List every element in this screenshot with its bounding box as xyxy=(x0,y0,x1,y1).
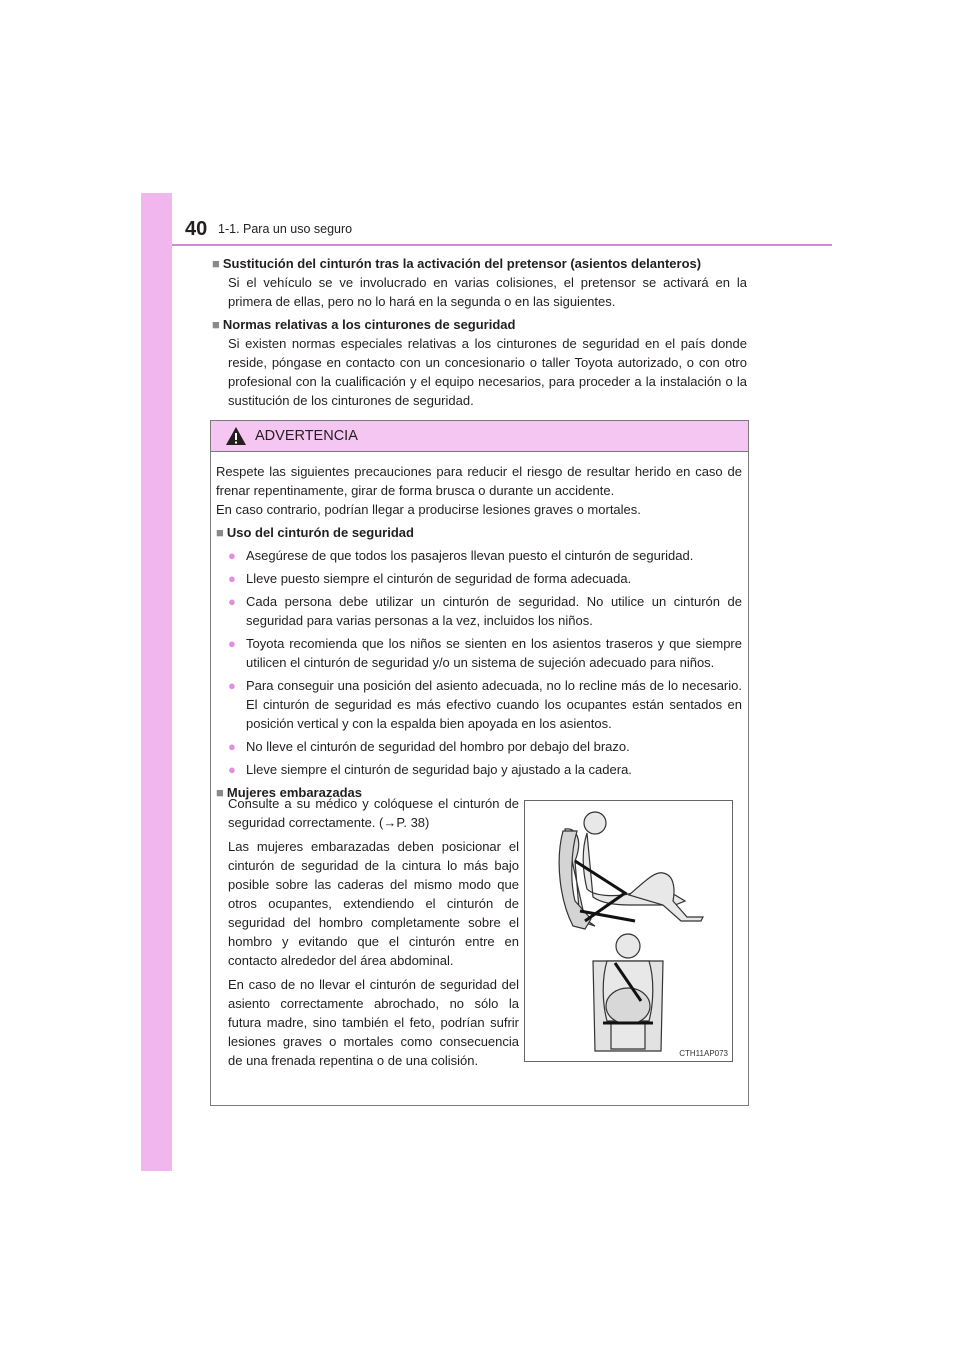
square-bullet-icon: ■ xyxy=(212,317,220,332)
warning-intro-2: En caso contrario, podrían llegar a producirse lesiones graves o mortales. xyxy=(216,502,641,517)
warning-body xyxy=(211,452,748,802)
pregnant-women-text xyxy=(228,794,519,1075)
warning-triangle-icon xyxy=(225,426,247,446)
list-item: ● No lleve el cinturón de seguridad del hombro por debajo del brazo. xyxy=(216,737,742,756)
page-number: 40 xyxy=(185,218,208,240)
circle-bullet-icon: ● xyxy=(228,678,236,693)
circle-bullet-icon: ● xyxy=(228,548,236,563)
paragraph: En caso de no llevar el cinturón de seguridad del asiento correctamente abrochado, no sólo la futura madre, sino también el feto, podrían sufrir lesiones graves o mortales como consecuencia de una frenada repentina o de una colisión. xyxy=(228,977,519,1068)
warning-intro: Respete las siguientes precauciones para reducir el riesgo de resultar herido en caso de frenar repentinamente, girar de forma brusca o durante un accidente. xyxy=(216,464,742,498)
square-bullet-icon: ■ xyxy=(216,785,224,800)
section-title: 1-1. Para un uso seguro xyxy=(218,222,353,236)
list-item: ● Asegúrese de que todos los pasajeros llevan puesto el cinturón de seguridad. xyxy=(216,546,742,565)
seatbelt-figure-drawing xyxy=(525,801,732,1061)
section-paragraph: Si existen normas especiales relativas a los cinturones de seguridad en el país donde reside, póngase en contacto con un concesionario o taller Toyota autorizado, o con otro profesional con la cualificación y el equipo necesarios, para proceder a la instalación o la sustitución de los cinturones de seguridad. xyxy=(228,336,747,408)
pregnant-seatbelt-illustration xyxy=(524,800,733,1062)
list-item: ● Para conseguir una posición del asiento adecuada, no lo recline más de lo necesario. El cinturón de seguridad es más efectivo cuando los ocupantes están sentados en posición vertical y con la espalda bien apoyada en los asientos. xyxy=(216,676,742,733)
section-paragraph: Si el vehículo se ve involucrado en varias colisiones, el pretensor se activará en la primera de ellas, pero no lo hará en la segunda o en las siguientes. xyxy=(228,275,747,309)
circle-bullet-icon: ● xyxy=(228,762,236,777)
paragraph: Las mujeres embarazadas deben posicionar el cinturón de seguridad de la cintura lo más bajo posible sobre las caderas del mismo modo que otros ocupantes, extendiendo el cinturón de seguridad del hombro completamente sobre el hombro y evitando que el cinturón entre en contacto alrededor del área abdominal. xyxy=(228,839,519,968)
circle-bullet-icon: ● xyxy=(228,594,236,609)
section-heading: ■ Sustitución del cinturón tras la activación del pretensor (asientos delanteros) xyxy=(212,256,702,271)
list-item: ● Cada persona debe utilizar un cinturón de seguridad. No utilice un cinturón de seguridad para varias personas a la vez, incluidos los niños. xyxy=(216,592,742,630)
warning-subheading: ■ Mujeres embarazadas xyxy=(216,785,362,800)
square-bullet-icon: ■ xyxy=(212,256,220,271)
warning-subheading: ■ Uso del cinturón de seguridad xyxy=(216,525,414,540)
circle-bullet-icon: ● xyxy=(228,739,236,754)
list-item: ● Lleve siempre el cinturón de seguridad bajo y ajustado a la cadera. xyxy=(216,760,742,779)
warning-header xyxy=(211,421,748,452)
circle-bullet-icon: ● xyxy=(228,571,236,586)
circle-bullet-icon: ● xyxy=(228,636,236,651)
warning-title: ADVERTENCIA xyxy=(255,428,358,444)
list-item: ● Lleve puesto siempre el cinturón de seguridad de forma adecuada. xyxy=(216,569,742,588)
header-divider xyxy=(172,244,832,246)
side-color-band xyxy=(141,193,172,1171)
list-item: ● Toyota recomienda que los niños se sienten en los asientos traseros y que siempre utilicen el cinturón de seguridad y/o un sistema de sujeción adecuado para niños. xyxy=(216,634,742,672)
paragraph: Consulte a su médico y colóquese el cinturón de seguridad correctamente. (→P. 38) xyxy=(228,796,519,830)
section-heading: ■ Normas relativas a los cinturones de seguridad xyxy=(212,317,516,332)
main-content xyxy=(212,254,747,410)
square-bullet-icon: ■ xyxy=(216,525,224,540)
figure-code: CTH11AP073 xyxy=(679,1049,728,1058)
